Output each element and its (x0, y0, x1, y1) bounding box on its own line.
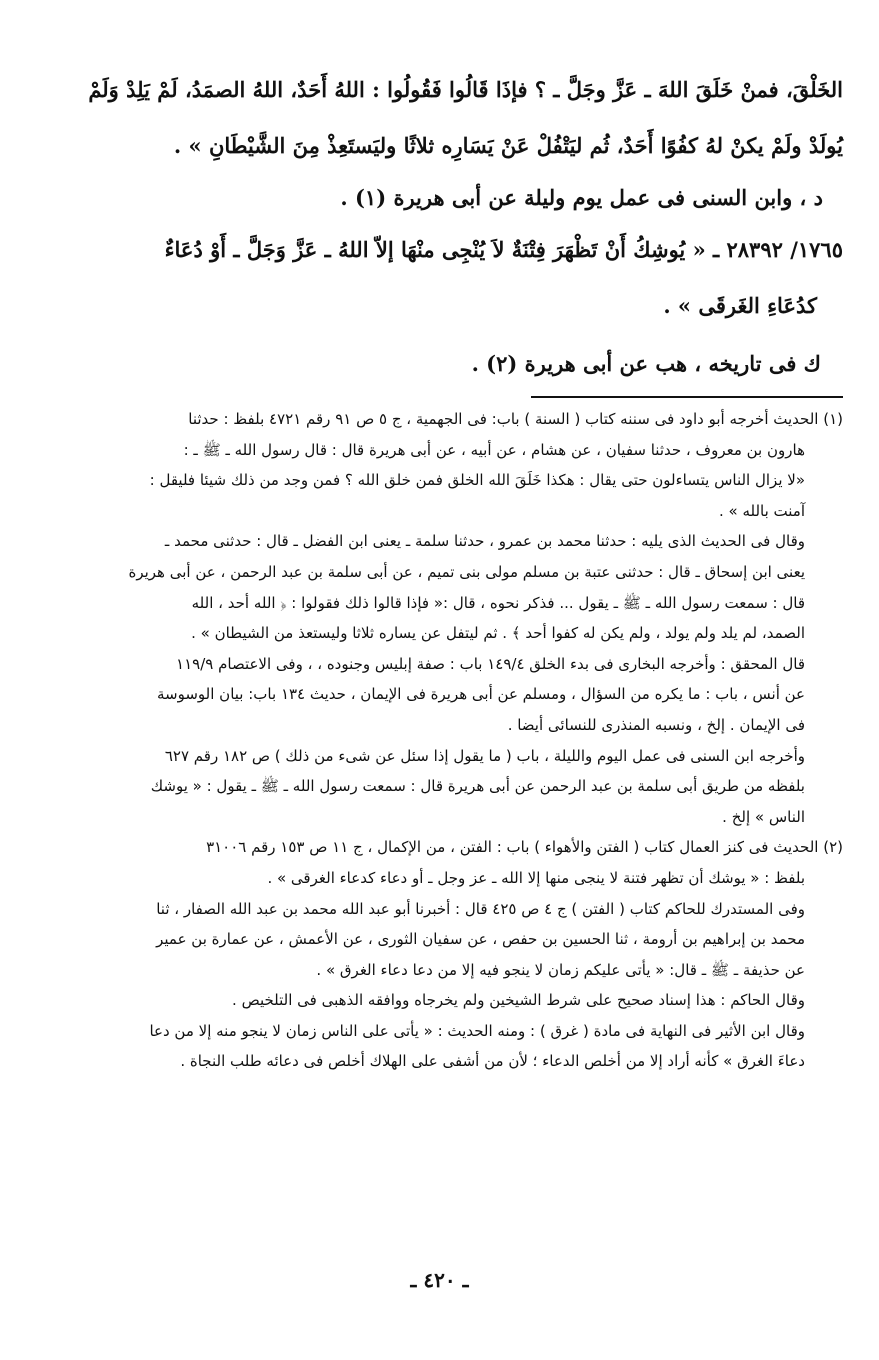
hadith-1-source: د ، وابن السنى فى عمل يوم وليلة عن أبى هريرة (١) . (340, 185, 823, 210)
footnote-2-line: دعاءَ الغرق » كأنه أراد إلا من أخلص الدعاء ؛ لأن من أشفى على الهلاك أخلص فى دعائه طلب النجاة . (180, 1052, 805, 1071)
footnote-1-line: هارون بن معروف ، حدثنا سفيان ، عن هشام ، عن أبيه ، عن أبى هريرة قال : قال رسول الله ـ ﷺ ـ : (183, 440, 805, 459)
footnote-1-line: بلفظه من طريق أبى سلمة بن عبد الرحمن عن أبى هريرة قال : سمعت رسول الله ـ ﷺ ـ يقول : « يوشك (150, 777, 805, 796)
hadith-1-line-2: يُولَدْ ولَمْ يكنْ لهُ كفُوًا أَحَدٌ، ثُم ليَتْفُلْ عَنْ يَسَارِه ثلاثًا وليَستَعِذْ مِنَ الشَّيْطَانِ » . (173, 133, 843, 158)
hadith-2-line-1: ١٧٦٥/ ٢٨٣٩٢ ـ « يُوشِكُ أَنْ تَظْهَرَ فِتْنَةٌ لاَ يُنْجِى منْهَا إلاّ اللهُ ـ عَزَّ وَجَلَّ ـ أَوْ دُعَاءٌ (164, 237, 843, 262)
footnote-2-line: محمد بن إبراهيم بن أرومة ، ثنا الحسين بن حفص ، عن سفيان الثورى ، عن الأعمش ، عن عمارة بن عمير (156, 930, 805, 949)
hadith-1-line-1: الخَلْقَ، فمنْ خَلَقَ اللهَ ـ عَزَّ وجَلَّ ـ ؟ فإذَا قَالُوا فَقُولُوا : اللهُ أَحَدٌ، اللهُ الصمَدُ، لَمْ يَلِدْ وَلَمْ (88, 77, 843, 102)
footnote-1-line: قال المحقق : وأخرجه البخارى فى بدء الخلق ١٤٩/٤ باب : صفة إبليس وجنوده ، ، وفى الاعتصام ١١٩/٩ (176, 654, 805, 673)
footnote-2-line: وقال الحاكم : هذا إسناد صحيح على شرط الشيخين ولم يخرجاه ووافقه الذهبى فى التلخيص . (232, 991, 805, 1010)
footnote-1-line: عن أنس ، باب : ما يكره من السؤال ، ومسلم عن أبى هريرة فى الإيمان ، حديث ١٣٤ باب: بيان الوسوسة (157, 685, 805, 704)
footnote-1-line: فى الإيمان . إلخ ، ونسبه المنذرى للنسائى أيضا . (507, 715, 805, 734)
footnote-2-line: وفى المستدرك للحاكم كتاب ( الفتن ) ج ٤ ص ٤٢٥ قال : أخبرنا أبو عبد الله محمد بن عبد الله الصفار ، ثنا (156, 899, 805, 918)
hadith-2-line-2: كدُعَاءِ الغَرقَى » . (663, 293, 817, 318)
footnote-1-line: وقال فى الحديث الذى يليه : حدثنا محمد بن عمرو ، حدثنا سلمة ـ يعنى ابن الفضل ـ قال : حدثنى محمد ـ (164, 532, 805, 551)
footnote-2-line: بلفظ : « يوشك أن تظهر فتنة لا ينجى منها إلا الله ـ عز وجل ـ أو دعاء كدعاء الغرقى » . (267, 868, 805, 887)
footnote-2-line: عن حذيفة ـ ﷺ ـ قال: « يأتى عليكم زمان لا ينجو فيه إلا من دعا دعاء الغرق » . (316, 960, 805, 979)
hadith-2-source: ك فى تاريخه ، هب عن أبى هريرة (٢) . (471, 351, 821, 376)
footnote-divider (531, 396, 843, 398)
footnote-1-line: «لا يزال الناس يتساءلون حتى يقال : هكذا خَلَقَ الله الخلق فمن خلق الله ؟ فمن وجد من ذلك شيئا فليقل : (149, 471, 805, 490)
footnote-1-line: آمنت بالله » . (718, 501, 805, 520)
footnote-1-line: قال : سمعت رسول الله ـ ﷺ ـ يقول ... فذكر نحوه ، قال :« فإذا قالوا ذلك فقولوا : ﴿ الله أحد ، الله (191, 593, 805, 612)
footnotes (28, 404, 843, 1077)
footnote-1-line: (١) الحديث أخرجه أبو داود فى سننه كتاب ( السنة ) باب: فى الجهمية ، ج ٥ ص ٩١ رقم ٤٧٢١ بلفظ : حدثنا (188, 410, 843, 428)
main-hadith-text (28, 62, 843, 394)
footnote-1-line: وأخرجه ابن السنى فى عمل اليوم والليلة ، باب ( ما يقول إذا سئل عن شىء من ذلك ) ص ١٨٢ رقم ٦٢٧ (164, 746, 805, 765)
footnote-2-line: (٢) الحديث فى كنز العمال كتاب ( الفتن والأهواء ) باب : الفتن ، من الإكمال ، ج ١١ ص ١٥٣ رقم ٣١٠٠٦ (206, 838, 843, 857)
footnote-1-line: الصمد، لم يلد ولم يولد ، ولم يكن له كفوا أحد ﴾ . ثم ليتفل عن يساره ثلاثا وليستعذ من الشيطان » . (191, 624, 805, 643)
footnote-1-line: يعنى ابن إسحاق ـ قال : حدثنى عتبة بن مسلم مولى بنى تميم ، عن أبى سلمة بن عبد الرحمن ، عن أبى هريرة (128, 562, 805, 581)
page-number: ـ ٤٢٠ ـ (410, 1268, 469, 1292)
footnote-2-line: وقال ابن الأثير فى النهاية فى مادة ( غرق ) : ومنه الحديث : « يأتى على الناس زمان لا ينجو منه إلا من دعا (149, 1021, 805, 1040)
footnote-1-line: الناس » إلخ . (722, 807, 805, 826)
